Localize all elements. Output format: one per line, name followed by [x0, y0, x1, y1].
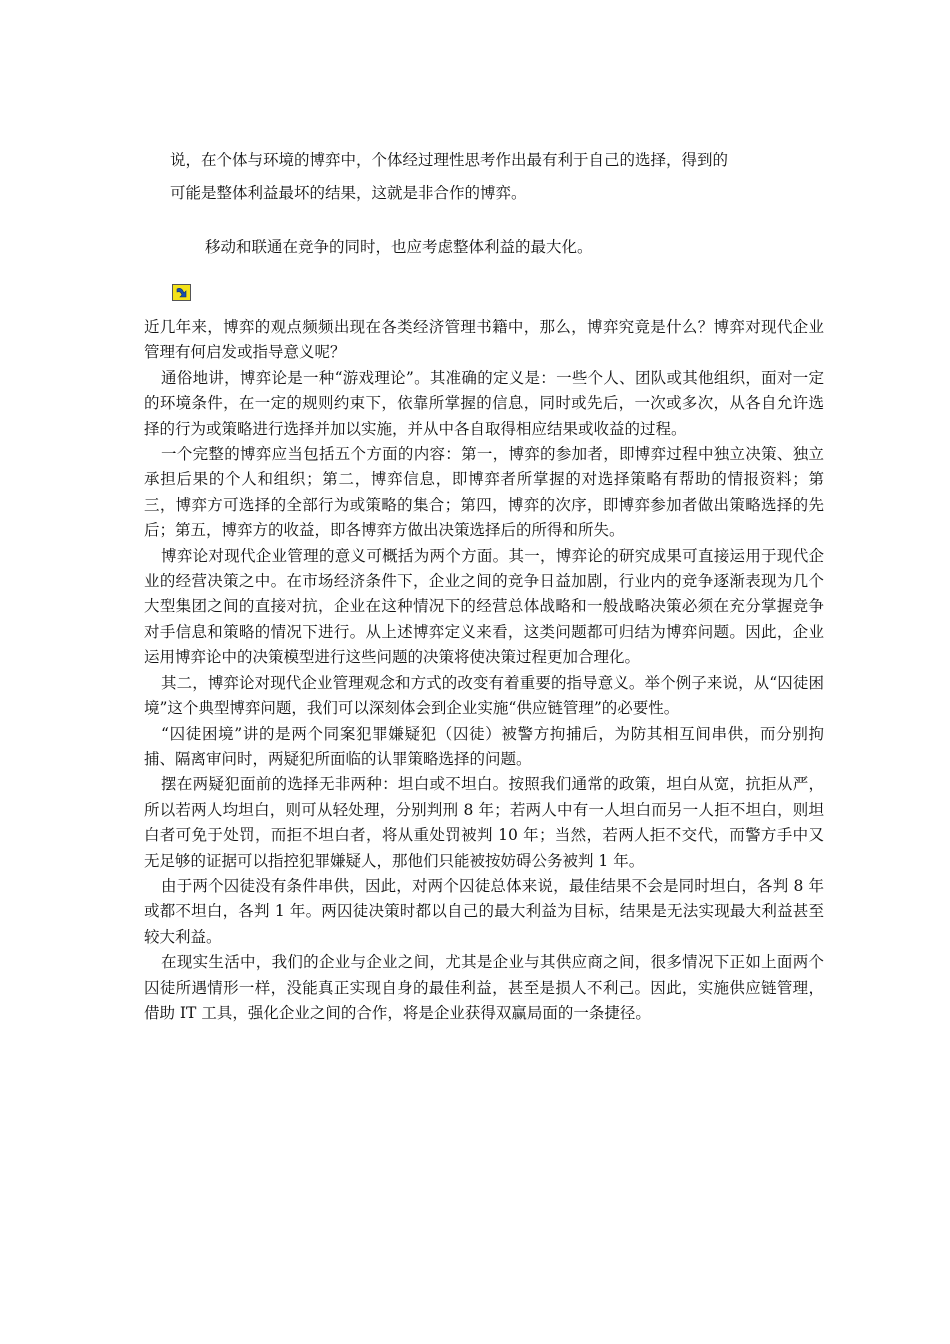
- article-paragraph-9: 在现实生活中，我们的企业与企业之间，尤其是企业与其供应商之间，很多情况下正如上面两个囚徒所遇情形一样，没能真正实现自身的最佳利益，甚至是损人不利己。因此，实施供应链管理，借助 IT 工具，强化企业之间的合作，将是企业获得双赢局面的一条捷径。: [144, 953, 824, 1022]
- article-paragraph-7: 摆在两疑犯面前的选择无非两种：坦白或不坦白。按照我们通常的政策，坦白从宽，抗拒从严，所以若两人均坦白，则可从轻处理，分别判刑 8 年；若两人中有一人坦白而另一人拒不坦白，则坦白者可免于处罚，而拒不坦白者，将从重处罚被判 10 年；当然，若两人拒不交代，而警方手中又无足够的证据可以指控犯罪嫌疑人，那他们只能被按妨碍公务被判 1 年。: [144, 775, 824, 870]
- article-body: [144, 315, 824, 1026]
- article-paragraph-5: 其二，博弈论对现代企业管理观念和方式的改变有着重要的指导意义。举个例子来说，从“囚徒困境”这个典型博弈问题，我们可以深刻体会到企业实施“供应链管理”的必要性。: [144, 673, 824, 718]
- article-paragraph-1: 近几年来，博弈的观点频频出现在各类经济管理书籍中，那么，博弈究竟是什么？博弈对现代企业管理有何启发或指导意义呢？: [144, 318, 824, 362]
- article-paragraph-2: 通俗地讲，博弈论是一种“游戏理论”。其准确的定义是：一些个人、团队或其他组织，面对一定的环境条件，在一定的规则约束下，依靠所掌握的信息，同时或先后，一次或多次，从各自允许选择的行为或策略进行选择并加以实施，并从中各自取得相应结果或收益的过程。: [144, 368, 824, 438]
- note-icon[interactable]: [172, 284, 191, 301]
- intro-line-2: 可能是整体利益最坏的结果，这就是非合作的博弈。: [170, 184, 527, 202]
- article-paragraph-6: “囚徒困境”讲的是两个同案犯罪嫌疑犯（囚徒）被警方拘捕后，为防其相互间串供，而分别拘捕、隔离审问时，两疑犯所面临的认罪策略选择的问题。: [144, 724, 824, 768]
- intro-line-1: 说，在个体与环境的博弈中，个体经过理性思考作出最有利于自己的选择，得到的: [170, 151, 729, 169]
- article-paragraph-3: 一个完整的博弈应当包括五个方面的内容：第一，博弈的参加者，即博弈过程中独立决策、独立承担后果的个人和组织；第二，博弈信息，即博弈者所掌握的对选择策略有帮助的情报资料；第三，博弈方可选择的全部行为或策略的集合；第四，博弈的次序，即博弈参加者做出策略选择的先后；第五，博弈方的收益，即各博弈方做出决策选择后的所得和所失。: [144, 445, 824, 540]
- article-paragraph-4: 博弈论对现代企业管理的意义可概括为两个方面。其一，博弈论的研究成果可直接运用于现代企业的经营决策之中。在市场经济条件下，企业之间的竞争日益加剧，行业内的竞争逐渐表现为几个大型集团之间的直接对抗，企业在这种情况下的经营总体战略和一般战略决策必须在充分掌握竞争对手信息和策略的情况下进行。从上述博弈定义来看，这类问题都可归结为博弈问题。因此，企业运用博弈论中的决策模型进行这些问题的决策将使决策过程更加合理化。: [144, 546, 824, 667]
- intro-line-3: 移动和联通在竞争的同时，也应考虑整体利益的最大化。: [205, 238, 593, 256]
- article-paragraph-8: 由于两个囚徒没有条件串供，因此，对两个囚徒总体来说，最佳结果不会是同时坦白，各判 8 年或都不坦白，各判 1 年。两囚徒决策时都以自己的最大利益为目标，结果是无法实现最大利益甚至较大利益。: [144, 876, 824, 946]
- note-icon-glyph: [174, 286, 189, 299]
